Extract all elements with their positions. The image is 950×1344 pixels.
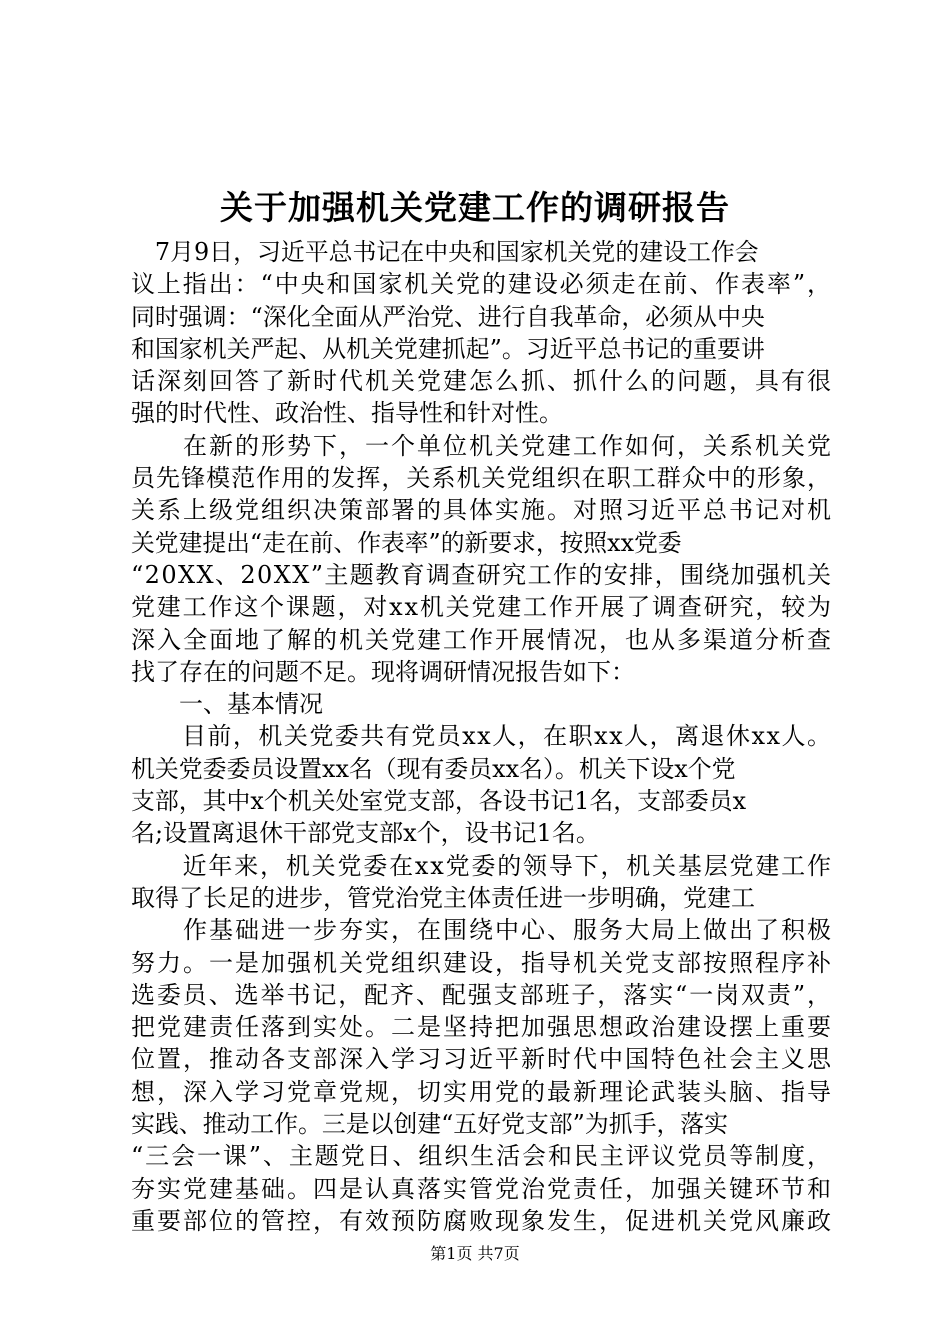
body-line — [131, 1043, 831, 1075]
body-line-text: 7月9日，习近平总书记在中央和国家机关党的建设工作会 — [131, 238, 759, 266]
body-line — [131, 1076, 831, 1108]
body-line-text: 关党建提出“走在前、作表率”的新要求，按照xx党委 — [131, 528, 682, 557]
body-line-text: 机关党委委员设置xx名（现有委员xx名）。机关下设x个党 — [131, 754, 736, 783]
body-line-text: 夯实党建基础。四是认真落实管党治党责任，加强关键环节和 — [131, 1174, 833, 1203]
body-line-text: 员先锋模范作用的发挥，关系机关党组织在职工群众中的形象， — [131, 464, 833, 493]
body-line-text: “三会一课”、主题党日、组织生活会和民主评议党员等制度， — [131, 1142, 833, 1171]
body-line-text: 努力。一是加强机关党组织建设，指导机关党支部按照程序补 — [131, 948, 833, 977]
body-line: 一、基本情况 — [131, 690, 323, 719]
body-line — [131, 301, 831, 333]
body-line-text: 话深刻回答了新时代机关党建怎么抓、抓什么的问题，具有很 — [131, 367, 833, 396]
body-line — [131, 268, 831, 300]
body-line — [131, 559, 831, 591]
document-body — [131, 236, 831, 1237]
body-line-text: 支部，其中x个机关处室党支部，各设书记1名，支部委员x — [131, 787, 747, 816]
body-line: 取得了长足的进步，管党治党主体责任进一步明确，党建工 — [131, 883, 755, 912]
body-line-text: 把党建责任落到实处。二是坚持把加强思想政治建设摆上重要 — [131, 1013, 833, 1042]
body-line-text: 实践、推动工作。三是以创建“五好党支部”为抓手，落实 — [131, 1110, 729, 1139]
body-line-text: 议上指出：“中央和国家机关党的建设必须走在前、作表率”， — [131, 270, 833, 299]
body-line — [131, 365, 831, 397]
body-line — [131, 785, 831, 817]
body-line — [131, 527, 831, 559]
body-line-text: 关系上级党组织决策部署的具体实施。对照习近平总书记对机 — [131, 496, 833, 525]
body-line — [131, 979, 831, 1011]
body-line-text: 和国家机关严起、从机关党建抓起”。习近平总书记的重要讲 — [131, 334, 765, 363]
body-line — [131, 1140, 831, 1172]
body-line — [131, 753, 831, 785]
body-line-text: 想，深入学习党章党规，切实用党的最新理论武装头脑、指导 — [131, 1077, 833, 1106]
body-line: 找了存在的问题不足。现将调研情况报告如下： — [131, 657, 635, 686]
document-title: 关于加强机关党建工作的调研报告 — [220, 188, 730, 227]
body-line: 强的时代性、政治性、指导性和针对性。 — [131, 399, 563, 428]
body-line — [131, 1011, 831, 1043]
body-line-text: 作基础进一步夯实，在围绕中心、服务大局上做出了积极 — [131, 916, 833, 945]
body-line — [131, 430, 831, 462]
body-line — [131, 1173, 831, 1205]
body-line-text: 近年来，机关党委在xx党委的领导下，机关基层党建工作 — [131, 851, 833, 880]
body-line-text: 在新的形势下，一个单位机关党建工作如何，关系机关党 — [131, 431, 833, 460]
body-line — [131, 624, 831, 656]
page-footer: 第1页 共7页 — [430, 1244, 520, 1263]
body-line-text: 位置，推动各支部深入学习习近平新时代中国特色社会主义思 — [131, 1045, 833, 1074]
body-line — [131, 914, 831, 946]
body-line-text: “20XX、20XX”主题教育调查研究工作的安排，围绕加强机关 — [131, 560, 833, 589]
body-line — [131, 947, 831, 979]
body-line — [131, 591, 831, 623]
body-line — [131, 1108, 831, 1140]
body-line — [131, 850, 831, 882]
body-line — [131, 720, 831, 752]
body-line-text: 同时强调：“深化全面从严治党、进行自我革命，必须从中央 — [131, 302, 765, 331]
body-line-text: 党建工作这个课题，对xx机关党建工作开展了调查研究，较为 — [131, 593, 833, 622]
body-line — [131, 462, 831, 494]
body-line — [131, 333, 831, 365]
body-line-text: 重要部位的管控，有效预防腐败现象发生，促进机关党风廉政 — [131, 1206, 833, 1235]
body-line — [131, 494, 831, 526]
body-line: 名;设置离退休干部党支部x个，设书记1名。 — [131, 819, 600, 848]
body-line-text: 深入全面地了解的机关党建工作开展情况，也从多渠道分析查 — [131, 625, 833, 654]
body-line — [131, 236, 831, 268]
body-line-text: 选委员、选举书记，配齐、配强支部班子，落实“一岗双责”， — [131, 980, 833, 1009]
body-line — [131, 1205, 831, 1237]
body-line-text: 目前，机关党委共有党员xx人，在职xx人，离退休xx人。 — [131, 722, 833, 751]
